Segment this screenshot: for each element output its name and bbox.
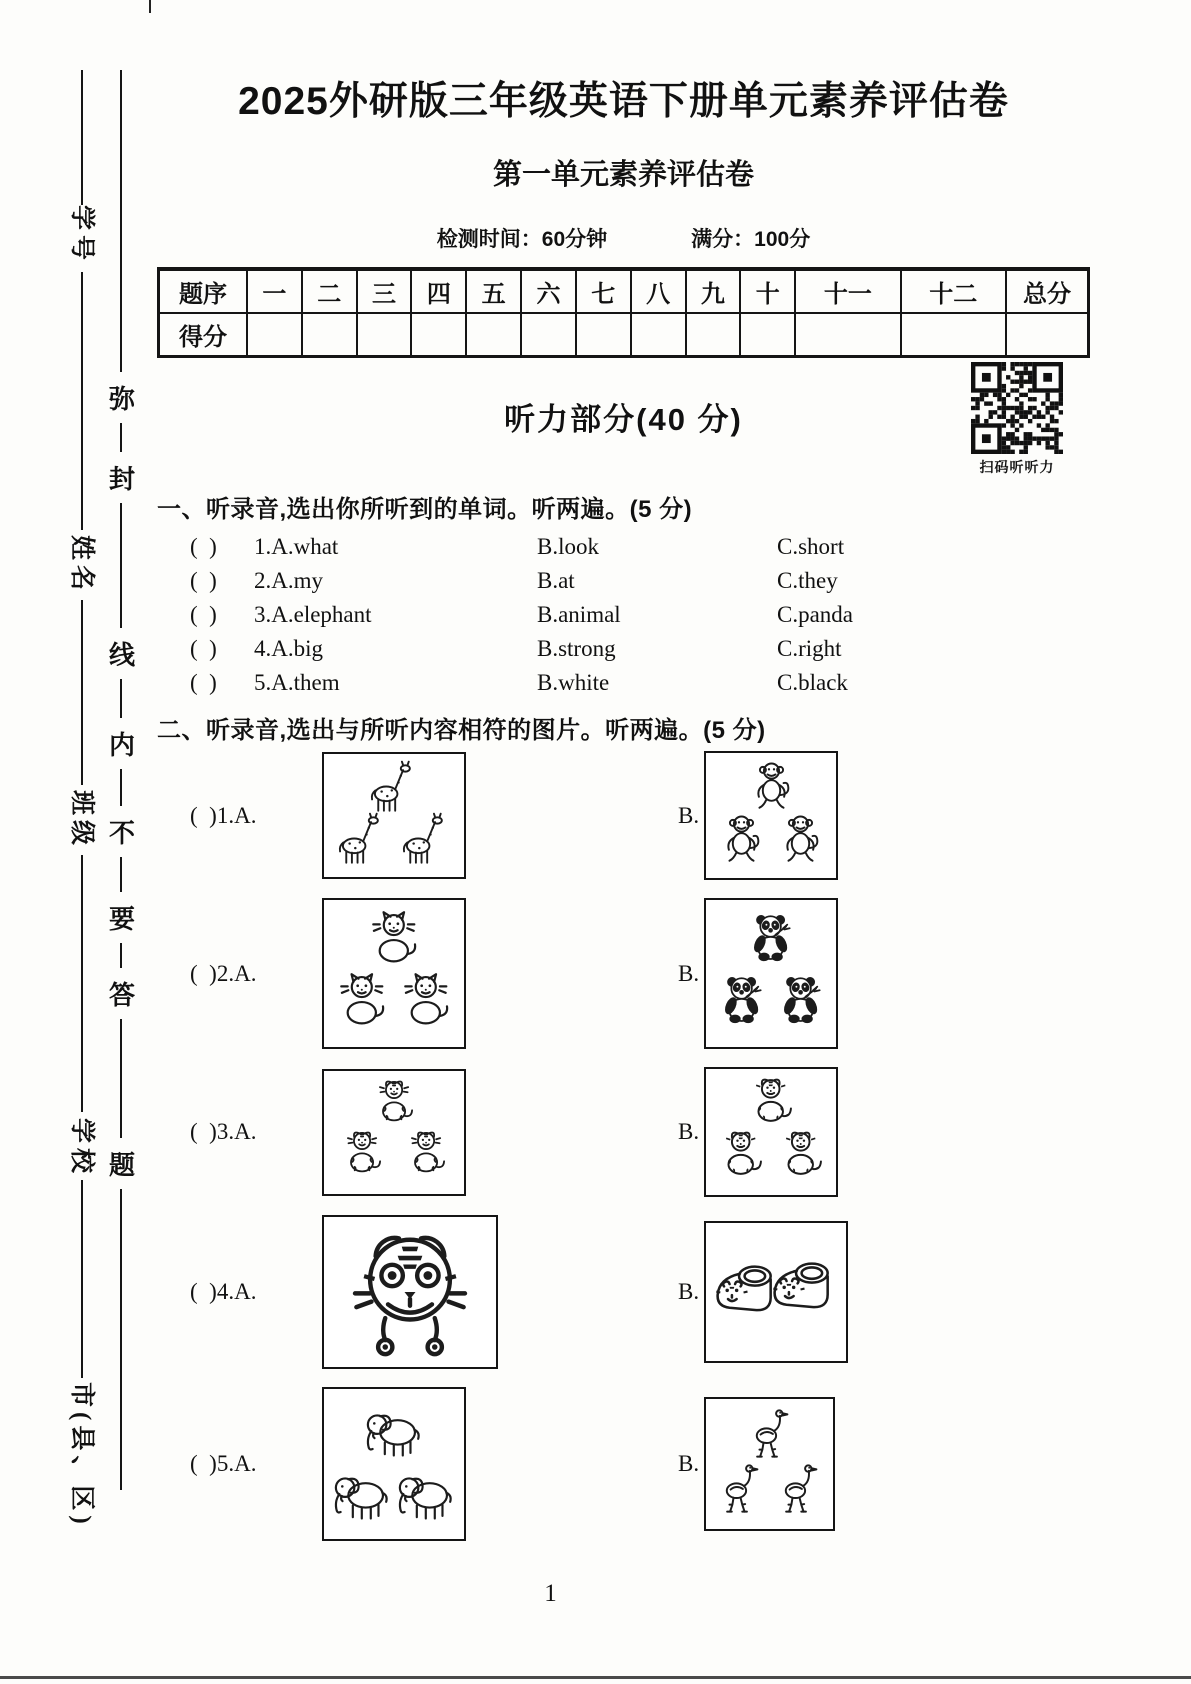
panda-icon [742,911,799,968]
section2-picture-questions [190,751,1090,1541]
option-c: C.they [777,568,838,593]
elephant-icon [363,1399,425,1461]
answer-bracket: ( ) [190,602,217,627]
score-empty-cell [411,313,466,357]
option-b-label: B. [678,1119,700,1144]
tiger-head-icon [344,1226,476,1358]
picture-option-a [322,1215,498,1369]
question-row [190,602,1090,636]
elephant-icon [331,1462,393,1524]
seal-blank-line [81,1180,83,1378]
picture-option-b [704,751,838,880]
tiger-cub-icon [367,1077,421,1131]
seal-warning-line [120,70,122,1490]
score-empty-cell [1006,313,1089,357]
cat-icon [395,971,457,1033]
tiger-icon [743,1075,798,1130]
listening-part-title: 听力部分(40 分) [504,402,743,437]
seal-field-student-number: 学号 [68,205,95,266]
tiger-cub-icon [335,1128,389,1182]
picture-question-row [190,1387,1090,1541]
score-empty-cell [521,313,576,357]
seal-blank-line [81,600,83,785]
panda-icon [713,973,770,1030]
score-header-cell: 一 [247,269,302,313]
seal-warning-char: 题 [107,1138,137,1189]
cat-icon [363,909,425,971]
picture-option-b [704,898,838,1049]
score-header-cell: 十 [740,269,795,313]
tiger-icon [713,1128,768,1183]
ostrich-icon [742,1406,798,1462]
score-header-cell: 十二 [901,269,1006,313]
picture-question-row [190,898,1090,1049]
section1-options [190,534,1090,704]
question-row [190,670,1090,704]
option-a: 3.A.elephant [254,602,372,627]
score-header-cell: 总分 [1006,269,1089,313]
option-b-label: B. [678,802,700,828]
score-table-header-row [159,269,1089,313]
option-b-label: B. [678,1279,700,1304]
monkey-icon [773,812,828,867]
unit-subtitle: 第一单元素养评估卷 [492,159,754,191]
option-b-label: B. [678,960,700,986]
score-empty-cell [686,313,741,357]
page-title: 2025外研版三年级英语下册单元素养评估卷 [238,80,1009,123]
panda-icon [772,973,829,1030]
section1-heading: 一、听录音,选出你所听到的单词。听两遍。(5 分) [157,496,693,523]
exam-info-row [157,223,1090,253]
score-empty-cell [302,313,357,357]
monkey-icon [714,812,769,867]
picture-question-row [190,1215,1090,1369]
seal-warning-char: 封 [107,452,137,503]
cat-icon [331,971,393,1033]
picture-question-row [190,751,1090,880]
option-a: 2.A.my [254,568,323,593]
question-label: ( )2.A. [190,960,257,986]
answer-bracket: ( ) [190,568,217,593]
score-row-label: 得分 [159,313,248,357]
score-empty-cell [576,313,631,357]
picture-option-a [322,1069,466,1196]
option-b: B.strong [537,636,616,661]
page-number: 1 [544,1580,557,1607]
seal-warning-char: 不 [107,806,137,857]
monkey-icon [744,759,799,814]
question-label: ( )5.A. [190,1451,257,1476]
seal-warning-char: 答 [107,968,137,1019]
tiger-cub-icon [399,1128,453,1182]
answer-bracket: ( ) [190,534,217,559]
question-row [190,636,1090,670]
seal-blank-line [81,272,83,530]
score-header-cell: 题序 [159,269,248,313]
giraffe-icon [367,760,421,814]
option-b: B.look [537,534,599,559]
question-label: ( )4.A. [190,1279,257,1304]
option-b: B.white [537,670,610,695]
exam-time: 检测时间：60分钟 [436,228,608,251]
question-row [190,534,1090,568]
picture-question-row [190,1067,1090,1197]
score-table [157,267,1090,358]
score-header-cell: 九 [686,269,741,313]
score-empty-cell [901,313,1006,357]
score-header-cell: 四 [411,269,466,313]
section2-heading: 二、听录音,选出与所听内容相符的图片。听两遍。(5 分) [157,717,766,744]
picture-option-a [322,1387,466,1541]
seal-warning-char: 要 [107,892,137,943]
answer-bracket: ( ) [190,636,217,661]
score-header-cell: 六 [521,269,576,313]
seal-warning-char: 弥 [107,372,137,423]
score-empty-cell [466,313,521,357]
option-c: C.panda [777,602,854,627]
score-empty-cell [795,313,900,357]
score-empty-cell [247,313,302,357]
seal-field-name: 姓名 [68,535,95,596]
picture-option-a [322,752,466,879]
option-a: 4.A.big [254,636,323,661]
qr-caption: 扫码听听力 [979,459,1055,475]
main-content [157,0,1090,1559]
score-header-cell: 二 [302,269,357,313]
score-header-cell: 七 [576,269,631,313]
score-header-cell: 八 [631,269,686,313]
option-b: B.animal [537,602,621,627]
question-row [190,568,1090,602]
tiger-icon [773,1128,828,1183]
score-header-cell: 十一 [795,269,900,313]
option-c: C.right [777,636,842,661]
score-header-cell: 五 [466,269,521,313]
ostrich-icon [771,1461,827,1517]
option-b-label: B. [678,1451,700,1476]
picture-option-b [704,1221,848,1363]
question-label: ( )3.A. [190,1119,257,1144]
option-b: B.at [537,568,575,593]
option-a: 5.A.them [254,670,340,695]
question-label: ( )1.A. [190,802,257,828]
picture-option-b [704,1397,835,1531]
seal-warning-char: 内 [107,718,137,769]
picture-option-b [704,1067,838,1197]
score-empty-cell [631,313,686,357]
score-table-score-row [159,313,1089,357]
top-crop-mark [149,0,151,13]
option-c: C.short [777,534,845,559]
ostrich-icon [712,1461,768,1517]
score-empty-cell [357,313,412,357]
score-empty-cell [740,313,795,357]
seal-field-class: 班级 [68,790,95,851]
elephant-icon [395,1462,457,1524]
picture-option-a [322,898,466,1049]
seal-blank-line [81,70,83,205]
seal-warning-char: 线 [107,628,137,679]
page-bottom-rule [0,1676,1191,1679]
option-a: 1.A.what [254,534,339,559]
seal-blank-line [81,855,83,1112]
seal-field-school: 学校 [68,1118,95,1179]
giraffe-icon [335,812,389,866]
full-score: 满分：100分 [691,228,811,251]
option-c: C.black [777,670,848,695]
score-header-cell: 三 [357,269,412,313]
seal-field-city: 市(县、区) [68,1382,95,1529]
tiger-shoes-icon [766,1251,842,1327]
giraffe-icon [399,812,453,866]
answer-bracket: ( ) [190,670,217,695]
